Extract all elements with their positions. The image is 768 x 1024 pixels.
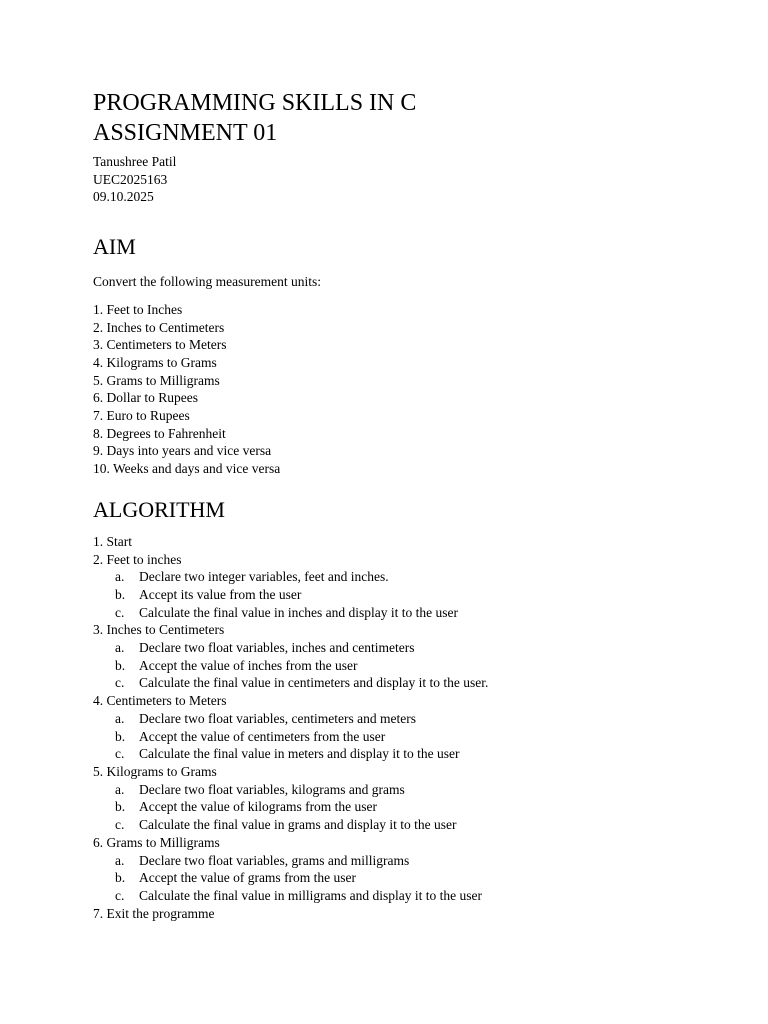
aim-list-item: 4. Kilograms to Grams — [93, 354, 217, 370]
algorithm-substep — [93, 710, 733, 728]
substep-text: Declare two float variables, inches and centimeters — [139, 640, 415, 656]
substep-letter: a. — [115, 781, 125, 797]
algorithm-heading: ALGORITHM — [93, 496, 225, 522]
algorithm-step — [93, 551, 733, 622]
substep-letter: a. — [115, 852, 125, 868]
substep-text: Calculate the final value in meters and display it to the user — [139, 746, 460, 762]
algorithm-substep-list — [93, 568, 733, 621]
algorithm-substep — [93, 568, 733, 586]
algorithm-step — [93, 692, 733, 763]
algorithm-step-label: 3. Inches to Centimeters — [93, 622, 225, 638]
algorithm-list — [93, 533, 733, 922]
aim-list-item: 5. Grams to Milligrams — [93, 372, 220, 388]
aim-list-item: 10. Weeks and days and vice versa — [93, 461, 281, 477]
algorithm-substep — [93, 816, 733, 834]
substep-text: Accept the value of kilograms from the user — [139, 799, 378, 815]
aim-list-item: 6. Dollar to Rupees — [93, 390, 198, 406]
algorithm-substep-list — [93, 710, 733, 763]
algorithm-substep — [93, 674, 733, 692]
algorithm-substep-list — [93, 852, 733, 905]
document-title-line2: ASSIGNMENT 01 — [93, 120, 278, 146]
substep-letter: c. — [115, 887, 125, 903]
aim-heading: AIM — [93, 234, 136, 260]
substep-letter: b. — [115, 799, 126, 815]
substep-letter: b. — [115, 870, 126, 886]
substep-letter: c. — [115, 675, 125, 691]
substep-text: Declare two float variables, centimeters and meters — [139, 710, 417, 726]
document-date: 09.10.2025 — [93, 189, 154, 205]
algorithm-substep — [93, 852, 733, 870]
substep-text: Accept the value of centimeters from the user — [139, 728, 386, 744]
substep-letter: b. — [115, 586, 126, 602]
aim-list — [93, 301, 733, 478]
algorithm-substep — [93, 745, 733, 763]
algorithm-step-label: 4. Centimeters to Meters — [93, 693, 227, 709]
algorithm-step-label: 6. Grams to Milligrams — [93, 834, 220, 850]
substep-text: Declare two float variables, kilograms and grams — [139, 781, 405, 797]
substep-text: Accept the value of grams from the user — [139, 870, 357, 886]
algorithm-substep — [93, 781, 733, 799]
aim-list-item: 8. Degrees to Fahrenheit — [93, 425, 226, 441]
substep-text: Declare two integer variables, feet and inches. — [139, 569, 389, 585]
substep-text: Calculate the final value in milligrams and display it to the user — [139, 887, 483, 903]
substep-text: Calculate the final value in grams and display it to the user — [139, 817, 457, 833]
aim-list-item: 9. Days into years and vice versa — [93, 443, 272, 459]
aim-list-item: 1. Feet to Inches — [93, 301, 183, 317]
substep-text: Declare two float variables, grams and milligrams — [139, 852, 410, 868]
substep-letter: a. — [115, 640, 125, 656]
document-page — [93, 88, 733, 922]
algorithm-substep — [93, 604, 733, 622]
algorithm-step-label: 2. Feet to inches — [93, 551, 182, 567]
substep-text: Calculate the final value in centimeters and display it to the user. — [139, 675, 489, 691]
substep-letter: c. — [115, 746, 125, 762]
aim-list-item: 7. Euro to Rupees — [93, 408, 190, 424]
aim-list-item: 3. Centimeters to Meters — [93, 337, 227, 353]
algorithm-step — [93, 763, 733, 834]
author-name: Tanushree Patil — [93, 154, 177, 169]
roll-number: UEC2025163 — [93, 171, 168, 187]
aim-intro: Convert the following measurement units: — [93, 274, 321, 290]
algorithm-step: 7. Exit the programme — [93, 905, 215, 921]
algorithm-substep — [93, 586, 733, 604]
algorithm-step-label: 5. Kilograms to Grams — [93, 763, 217, 779]
substep-letter: a. — [115, 569, 125, 585]
algorithm-substep-list — [93, 781, 733, 834]
algorithm-substep — [93, 869, 733, 887]
algorithm-substep-list — [93, 639, 733, 692]
algorithm-step — [93, 834, 733, 905]
document-title-line1: PROGRAMMING SKILLS IN C — [93, 90, 417, 116]
algorithm-substep — [93, 639, 733, 657]
document-meta — [93, 153, 733, 206]
algorithm-substep — [93, 798, 733, 816]
substep-letter: a. — [115, 710, 125, 726]
substep-letter: c. — [115, 817, 125, 833]
algorithm-step: 1. Start — [93, 533, 132, 549]
substep-letter: c. — [115, 604, 125, 620]
algorithm-substep — [93, 728, 733, 746]
algorithm-substep — [93, 657, 733, 675]
substep-text: Accept the value of inches from the user — [139, 657, 358, 673]
substep-letter: b. — [115, 657, 126, 673]
substep-letter: b. — [115, 728, 126, 744]
substep-text: Accept its value from the user — [139, 586, 302, 602]
algorithm-step — [93, 621, 733, 692]
aim-list-item: 2. Inches to Centimeters — [93, 319, 225, 335]
algorithm-substep — [93, 887, 733, 905]
substep-text: Calculate the final value in inches and display it to the user — [139, 604, 459, 620]
